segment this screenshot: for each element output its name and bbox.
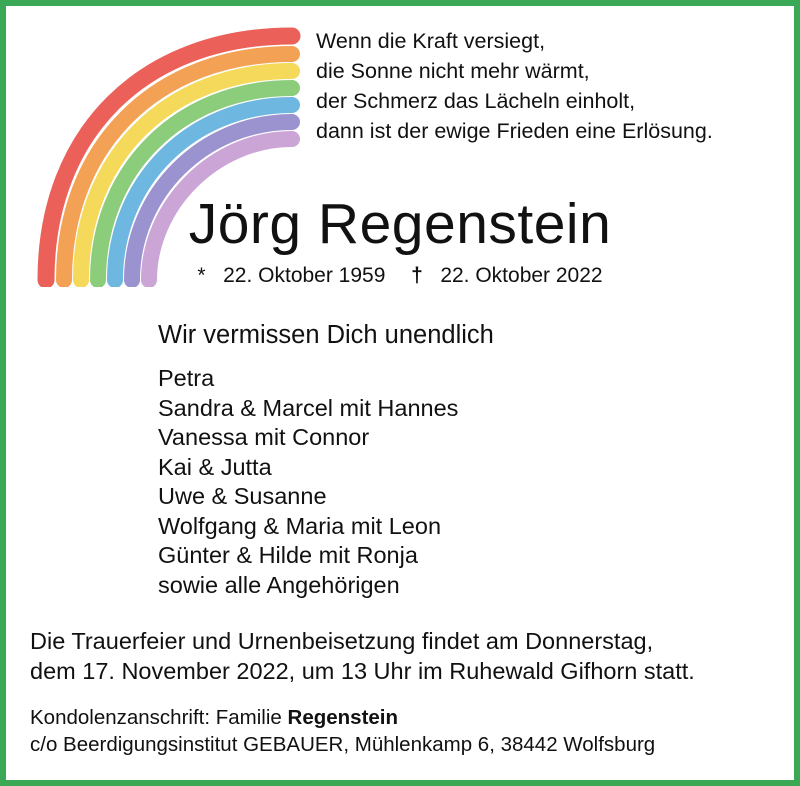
birth-date: 22. Oktober 1959 [223,264,386,287]
list-item: Sandra & Marcel mit Hannes [158,394,459,421]
ceremony-line: dem 17. November 2022, um 13 Uhr im Ruhewald Gifhorn statt. [30,658,695,684]
farewell-message: Wir vermissen Dich unendlich [158,321,494,349]
verse-line: Wenn die Kraft versiegt, [316,29,546,53]
condolence-block [30,704,770,758]
condolence-address: c/o Beerdigungsinstitut GEBAUER, Mühlenkamp 6, 38442 Wolfsburg [30,733,656,756]
list-item: Günter & Hilde mit Ronja [158,542,418,568]
condolence-label: Kondolenzanschrift: Familie [30,706,288,729]
list-item: sowie alle Angehörigen [158,571,400,598]
list-item: Wolfgang & Maria mit Leon [158,512,442,539]
list-item: Uwe & Susanne [158,483,327,509]
deceased-name: Jörg Regenstein [188,192,612,256]
birth-symbol: * [197,264,206,287]
death-symbol: † [411,264,423,287]
verse-line: die Sonne nicht mehr wärmt, [316,59,590,83]
obituary-inner [6,6,794,780]
list-item: Kai & Jutta [158,453,272,480]
life-dates [6,264,794,288]
condolence-family-name: Regenstein [287,706,399,729]
ceremony-line: Die Trauerfeier und Urnenbeisetzung findet am Donnerstag, [30,628,654,654]
family-list [158,364,458,600]
list-item: Vanessa mit Connor [158,424,370,450]
ceremony-details [30,626,770,686]
verse-line: der Schmerz das Lächeln einholt, [316,89,636,113]
verse-line: dann ist der ewige Frieden eine Erlösung. [316,119,713,143]
verse-block [316,26,786,146]
condolence-line [30,704,770,731]
list-item: Petra [158,365,215,391]
death-date: 22. Oktober 2022 [440,264,603,287]
